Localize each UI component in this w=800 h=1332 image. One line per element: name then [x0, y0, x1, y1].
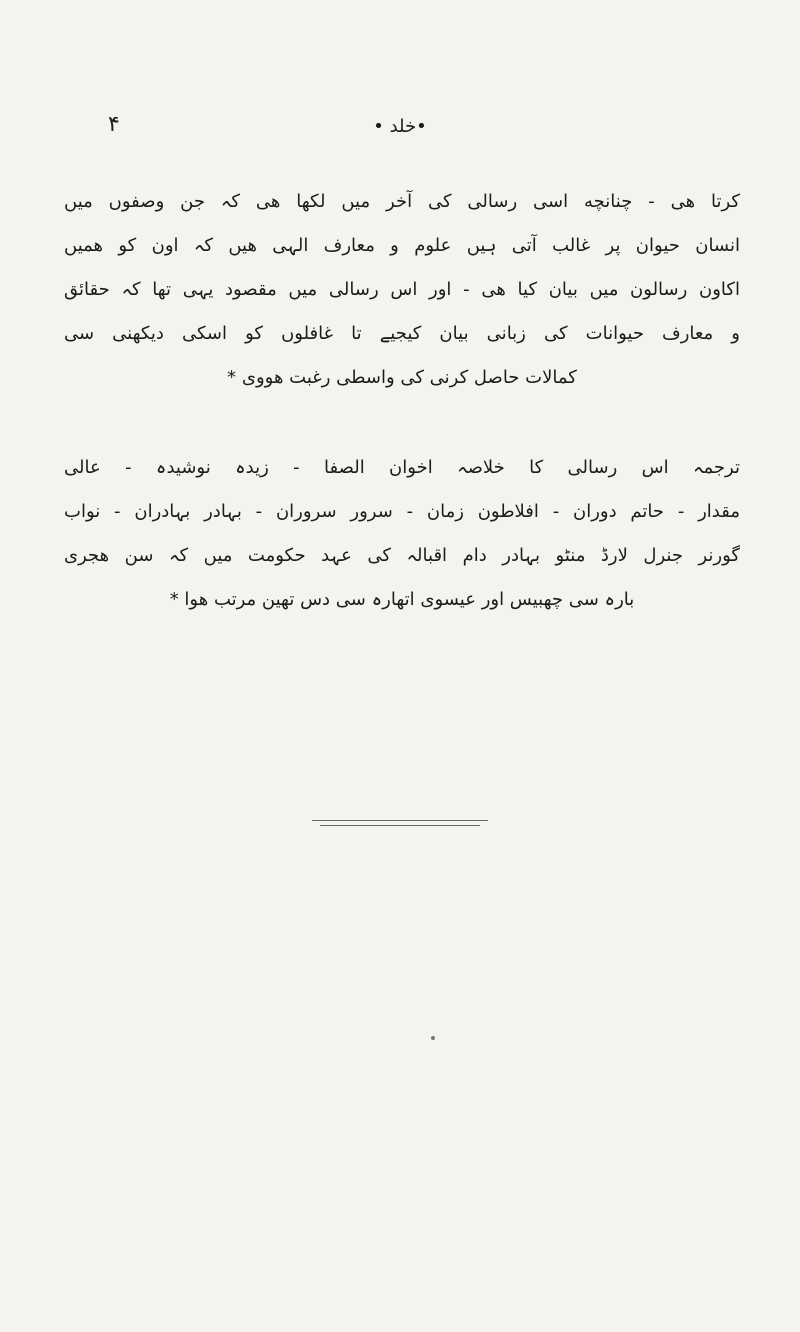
paragraph-1: [64, 180, 740, 400]
text-line: گورنر جنرل لارڈ منٹو بہادر دام اقبالہ کی عہد حکومت میں کہ سن هجری: [64, 545, 740, 566]
text-line: بارہ سی چهبیس اور عیسوی اتهارہ سی دس تهین مرتب هوا *: [169, 589, 635, 610]
ink-speck: [431, 1036, 435, 1040]
section-divider: [320, 825, 480, 826]
section-divider: [312, 820, 488, 821]
text-line: کمالات حاصل کرنی کی واسطی رغبت هووی *: [227, 367, 577, 388]
text-line: و معارف حیوانات کی زبانی بیان کیجیے تا غافلوں کو اسکی دیکھنی سی: [64, 323, 740, 344]
text-line: اکاون رسالون میں بیان کیا هی - اور اس رسالی میں مقصود یہی تها کہ حقائق: [64, 279, 740, 300]
page-number: ۴: [108, 112, 120, 137]
text-line: مقدار - حاتم دوران - افلاطون زمان - سرور سروران - بہادر بہادران - نواب: [64, 501, 740, 522]
text-line: انسان حیوان پر غالب آتی ہیں علوم و معارف الہی هیں کہ اون کو همیں: [64, 235, 740, 256]
running-head: • خلد•: [373, 116, 427, 137]
text-line: کرتا هی - چنانچه اسی رسالی کی آخر میں لکها هی کہ جن وصفوں میں: [64, 191, 740, 212]
paragraph-2: [64, 446, 740, 622]
text-line: ترجمہ اس رسالی کا خلاصہ اخوان الصفا - زیدہ نوشیدہ - عالی: [64, 457, 740, 478]
